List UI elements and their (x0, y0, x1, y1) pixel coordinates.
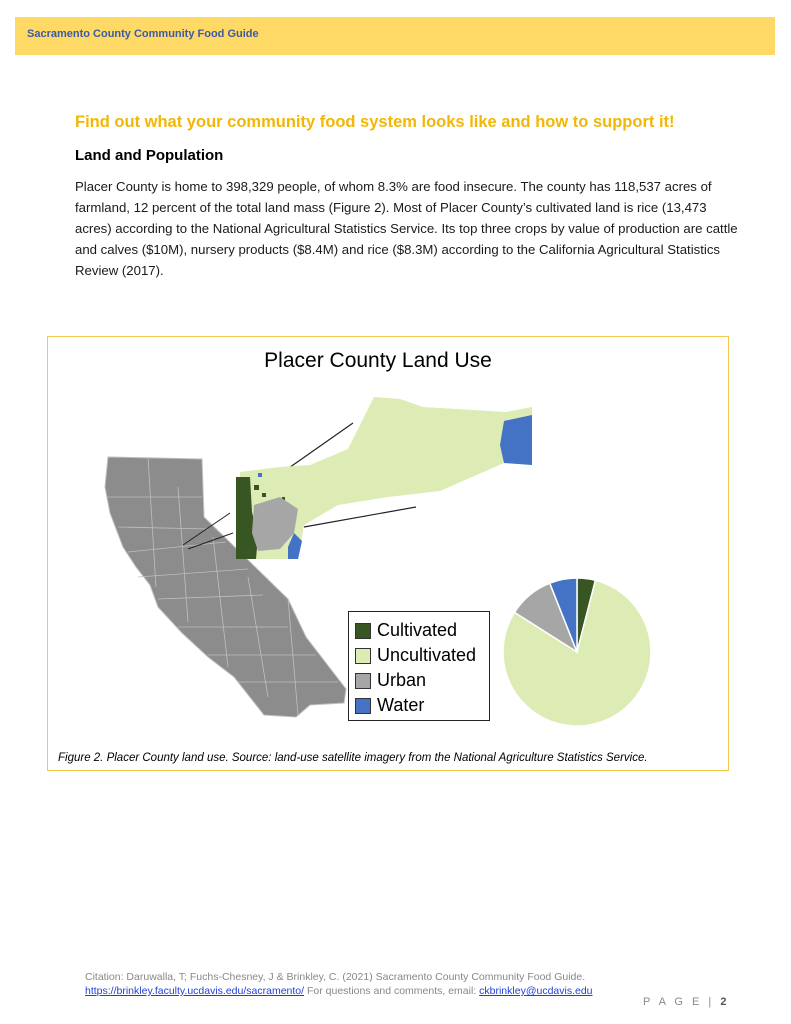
contact-text: For questions and comments, email: (304, 985, 480, 997)
legend (348, 611, 490, 721)
legend-label: Uncultivated (377, 645, 477, 665)
figure-title: Placer County Land Use (264, 349, 492, 372)
legend-label: Cultivated (377, 620, 458, 640)
legend-item-cultivated (355, 618, 489, 643)
figure-caption: Figure 2. Placer County land use. Source: land-use satellite imagery from the National Agriculture Statistics Service. (58, 752, 648, 764)
email-link[interactable]: ckbrinkley@ucdavis.edu (479, 985, 593, 997)
body-paragraph: Placer County is home to 398,329 people, of whom 8.3% are food insecure. The county has 118,537 acres of farmland, 12 percent of the total land mass (Figure 2). Most of Placer County’s cultivated land is rice (13,473 acres) according to the National Agricultural Statistics Service. Its top three crops by value of production are cattle and calves ($10M), nursery products ($8.4M) and rice ($8.3M) according to the California Agricultural Statistics Review (2017). (75, 179, 738, 278)
tagline: Find out what your community food system looks like and how to support it! (75, 113, 675, 131)
legend-item-water (355, 693, 489, 718)
legend-swatch-water (355, 698, 371, 714)
legend-swatch-urban (355, 673, 371, 689)
legend-swatch-uncultivated (355, 648, 371, 664)
section-heading: Land and Population (75, 147, 224, 164)
legend-swatch-cultivated (355, 623, 371, 639)
citation-text: Citation: Daruwalla, T; Fuchs-Chesney, J & Brinkley, C. (2021) Sacramento County Community Food Guide. (85, 971, 586, 983)
header-bar (15, 17, 775, 55)
footer-links-line (85, 984, 593, 998)
guide-link[interactable]: https://brinkley.faculty.ucdavis.edu/sacramento/ (85, 985, 305, 997)
placer-county-map (236, 397, 532, 559)
figure-box (47, 336, 729, 771)
header-title: Sacramento County Community Food Guide (27, 28, 259, 40)
legend-item-uncultivated (355, 643, 489, 668)
land-use-pie-chart (503, 578, 651, 726)
page-number-value: 2 (720, 996, 727, 1008)
page-number (643, 996, 726, 1008)
legend-label: Urban (377, 670, 427, 690)
footer (85, 970, 593, 998)
legend-label: Water (377, 695, 425, 715)
legend-item-urban (355, 668, 489, 693)
page-label: P A G E | (643, 996, 715, 1008)
water-lake-tahoe (500, 415, 532, 465)
